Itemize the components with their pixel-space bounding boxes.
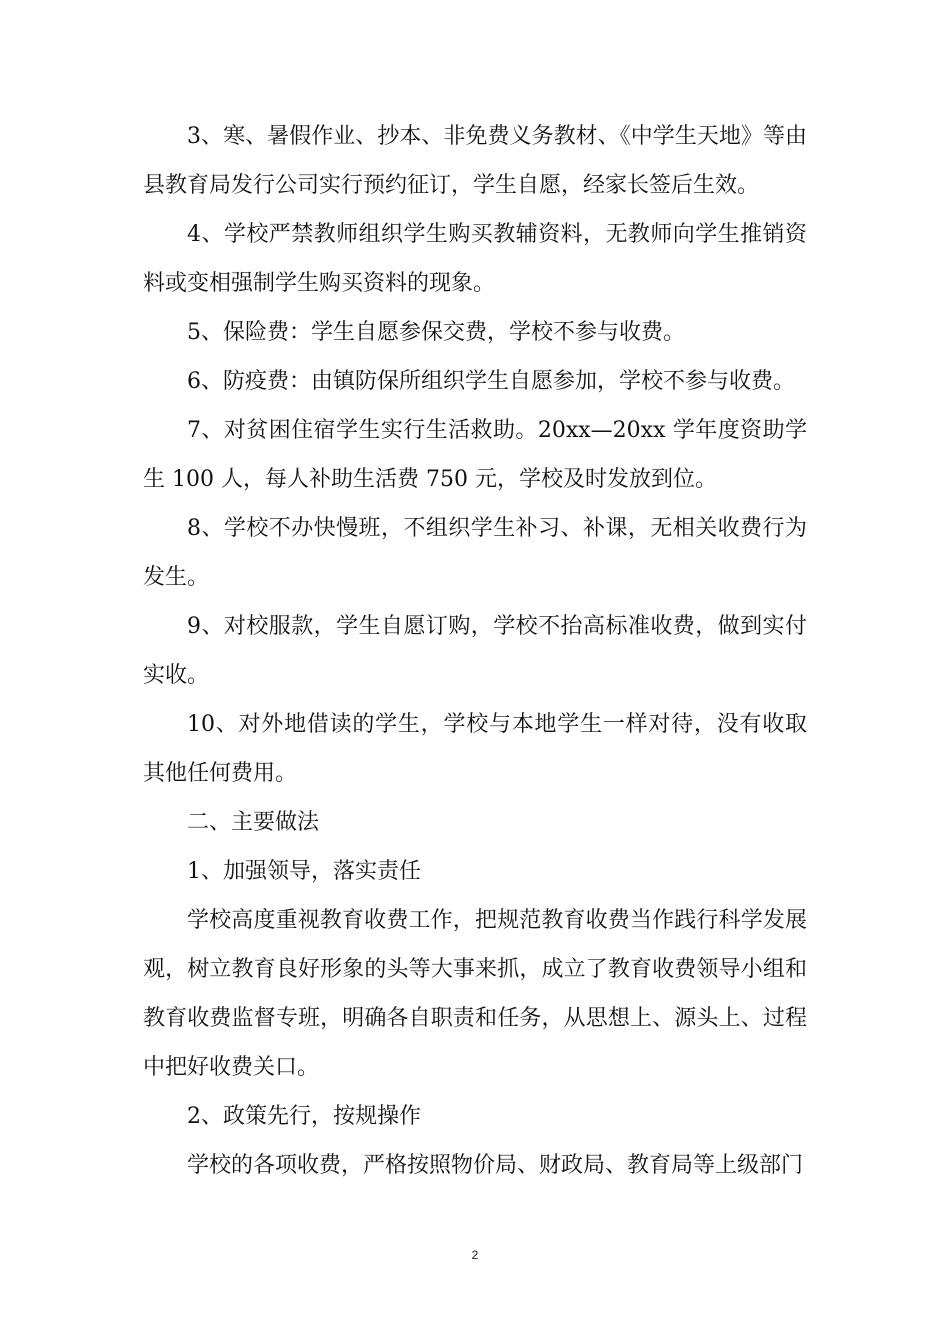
document-body [143,112,807,1190]
paragraph-uniform: 9、对校服款，学生自愿订购，学校不抬高标准收费，做到实付实收。 [143,614,807,688]
page-number: 2 [471,1248,479,1262]
paragraph-no-tutoring: 8、学校不办快慢班，不组织学生补习、补课，无相关收费行为发生。 [143,516,807,590]
subheading-policy: 2、政策先行，按规操作 [187,1104,421,1129]
paragraph-student-aid: 7、对贫困住宿学生实行生活救助。20xx—20xx 学年度资助学生 100 人，每人补助生活费 750 元，学校及时发放到位。 [143,418,807,492]
paragraph-epidemic-fee: 6、防疫费：由镇防保所组织学生自愿参加，学校不参与收费。 [187,369,795,394]
paragraph-policy-detail: 学校的各项收费，严格按照物价局、财政局、教育局等上级部门 [187,1153,804,1178]
paragraph-item-4: 4、学校严禁教师组织学生购买教辅资料，无教师向学生推销资料或变相强制学生购买资料的现象。 [143,222,807,296]
paragraph-item-3: 3、寒、暑假作业、抄本、非免费义务教材、《中学生天地》等由县教育局发行公司实行预约征订，学生自愿，经家长签后生效。 [143,124,807,198]
paragraph-leadership-detail: 学校高度重视教育收费工作，把规范教育收费当作践行科学发展观，树立教育良好形象的头等大事来抓，成立了教育收费领导小组和教育收费监督专班，明确各自职责和任务，从思想上、源头上、过程中把好收费关口。 [143,908,807,1080]
section-heading-main-practices: 二、主要做法 [187,810,320,835]
paragraph-transfer-students: 10、对外地借读的学生，学校与本地学生一样对待，没有收取其他任何费用。 [143,712,807,786]
subheading-leadership: 1、加强领导，落实责任 [187,859,421,884]
paragraph-insurance-fee: 5、保险费：学生自愿参保交费，学校不参与收费。 [187,320,685,345]
